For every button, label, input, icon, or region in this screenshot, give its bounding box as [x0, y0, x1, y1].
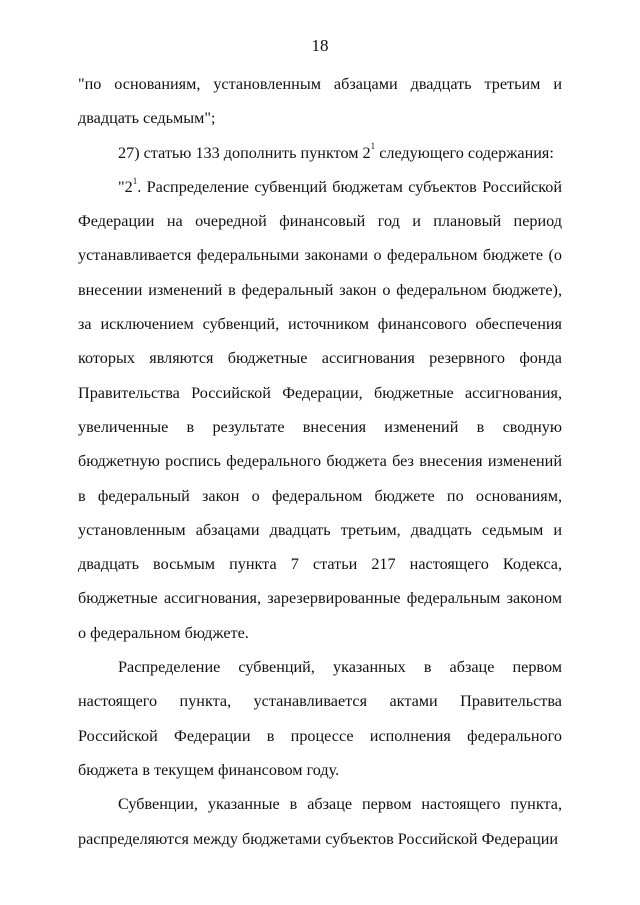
- paragraph-new-clause: [78, 170, 562, 650]
- clause-superscript: 1: [132, 175, 138, 186]
- paragraph-distribution: Распределение субвенций, указанных в абзаце первом настоящего пункта, устанавливается актами Правительства Российской Федерации в процессе исполнения федерального бюджета в текущем финансовом году.: [78, 658, 562, 779]
- page-number: 18: [311, 36, 329, 55]
- document-body: [78, 67, 562, 856]
- clause-text: . Распределение субвенций бюджетам субъектов Российской Федерации на очередной финансовый год и плановый период устанавливается федеральными законами о федеральном бюджете (о внесении изменений в федеральный закон о федеральном бюджете), за исключением субвенций, источником финансового обеспечения которых являются бюджетные ассигнования резервного фонда Правительства Российской Федерации, бюджетные ассигнования, увеличенные в результате внесения изменений в сводную бюджетную роспись федерального бюджета без внесения изменений в федеральный закон о федеральном бюджете по основаниям, установленным абзацами двадцать третьим, двадцать седьмым и двадцать восьмым пункта 7 статьи 217 настоящего Кодекса, бюджетные ассигнования, зарезервированные федеральным законом о федеральном бюджете.: [78, 177, 562, 642]
- amendment-text-start: 27) статью 133 дополнить пунктом 2: [118, 143, 371, 162]
- paragraph-subventions: Субвенции, указанные в абзаце первом настоящего пункта, распределяются между бюджетами субъектов Российской Федерации: [78, 795, 562, 848]
- paragraph-amendment-item: [78, 136, 562, 170]
- superscript-index: 1: [370, 141, 376, 152]
- clause-number: "2: [118, 177, 133, 196]
- paragraph-continuation: "по основаниям, установленным абзацами двадцать третьим и двадцать седьмым";: [78, 75, 562, 128]
- amendment-text-end: следующего содержания:: [375, 143, 554, 162]
